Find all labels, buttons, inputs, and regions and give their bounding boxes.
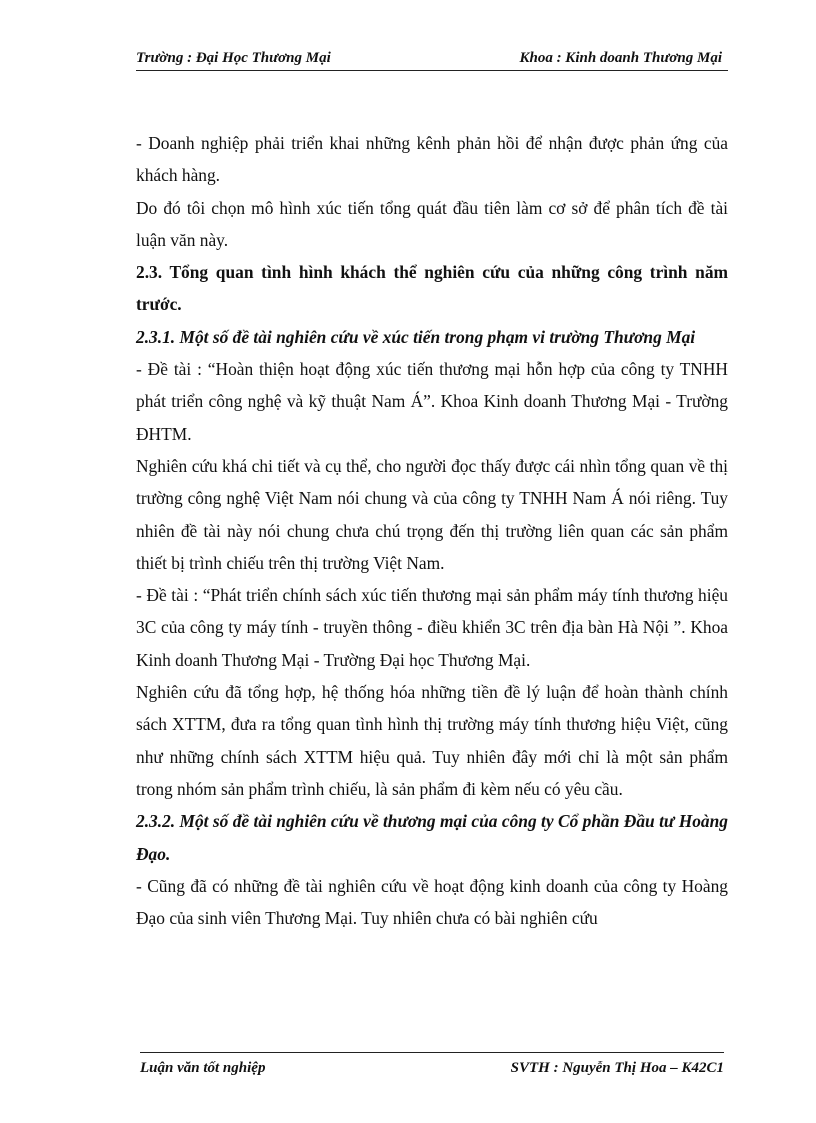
header-faculty: Khoa : Kinh doanh Thương Mại	[519, 50, 722, 66]
header-school: Trường : Đại Học Thương Mại	[136, 50, 331, 66]
paragraph: Nghiên cứu đã tổng hợp, hệ thống hóa những tiền đề lý luận để hoàn thành chính sách XTTM, đưa ra tổng quan tình hình thị trường máy tính thương hiệu Việt, cũng như những chính sách XTTM hiệu quả. Tuy nhiên đây mới chỉ là một sản phẩm trong nhóm sản phẩm trình chiếu, là sản phẩm đi kèm nếu có yêu cầu.	[136, 682, 728, 799]
subsection-heading-2-3-1: 2.3.1. Một số đề tài nghiên cứu về xúc tiến trong phạm vi trường Thương Mại	[136, 326, 696, 347]
section-heading-2-3: 2.3. Tổng quan tình hình khách thể nghiên cứu của những công trình năm trước.	[136, 262, 728, 315]
subsection-heading-2-3-2: 2.3.2. Một số đề tài nghiên cứu về thương mại của công ty Cổ phần Đầu tư Hoàng Đạo.	[136, 811, 728, 864]
footer-thesis-label: Luận văn tốt nghiệp	[140, 1060, 266, 1076]
paragraph: - Doanh nghiệp phải triển khai những kênh phản hồi để nhận được phản ứng của khách hàng.	[136, 133, 728, 186]
footer-student: SVTH : Nguyễn Thị Hoa – K42C1	[510, 1060, 724, 1076]
paragraph: Nghiên cứu khá chi tiết và cụ thể, cho người đọc thấy được cái nhìn tổng quan về thị trường công nghệ Việt Nam nói chung và của công ty TNHH Nam Á nói riêng. Tuy nhiên đề tài này nói chung chưa chú trọng đến thị trường liên quan các sản phẩm thiết bị trình chiếu trên thị trường Việt Nam.	[136, 455, 728, 573]
document-body	[136, 127, 728, 934]
paragraph: - Đề tài : “Phát triển chính sách xúc tiến thương mại sản phẩm máy tính thương hiệu 3C của công ty máy tính - truyền thông - điều khiển 3C trên địa bàn Hà Nội ”. Khoa Kinh doanh Thương Mại - Trường Đại học Thương Mại.	[136, 585, 728, 670]
page-header	[136, 48, 728, 71]
footer-divider	[140, 1052, 724, 1053]
paragraph: - Đề tài : “Hoàn thiện hoạt động xúc tiến thương mại hỗn hợp của công ty TNHH phát triển công nghệ và kỹ thuật Nam Á”. Khoa Kinh doanh Thương Mại - Trường ĐHTM.	[136, 359, 728, 444]
paragraph: Do đó tôi chọn mô hình xúc tiến tổng quát đầu tiên làm cơ sở để phân tích đề tài luận văn này.	[136, 197, 728, 250]
paragraph: - Cũng đã có những đề tài nghiên cứu về hoạt động kinh doanh của công ty Hoàng Đạo của sinh viên Thương Mại. Tuy nhiên chưa có bài nghiên cứu	[136, 875, 728, 929]
